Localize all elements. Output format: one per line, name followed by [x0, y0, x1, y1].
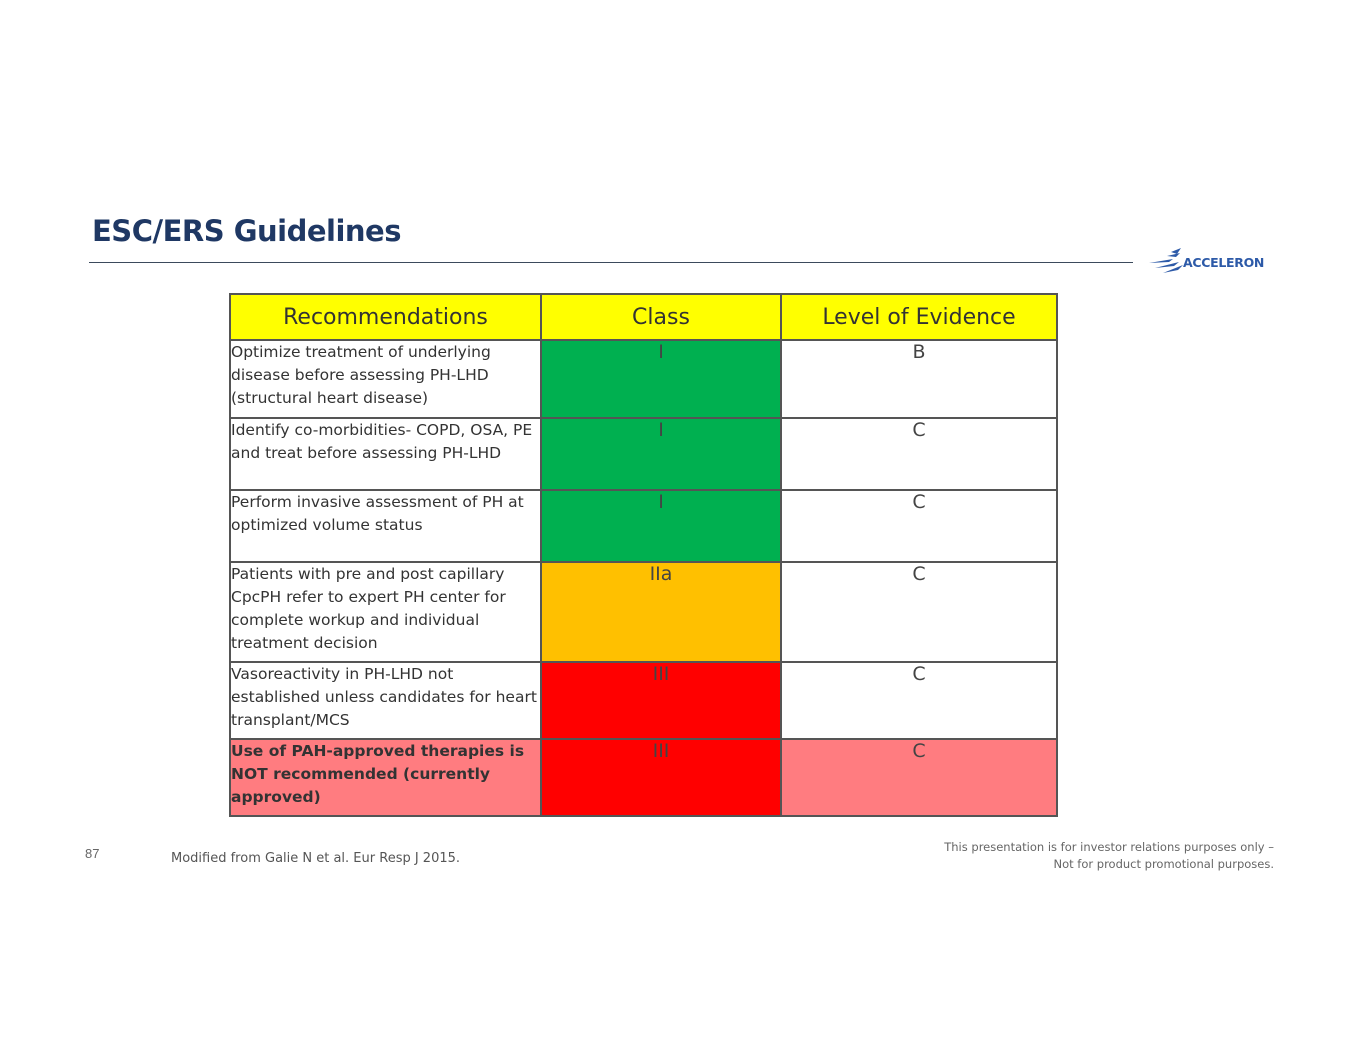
level-cell: C: [781, 739, 1057, 816]
table-row: [230, 662, 1057, 739]
table-row: [230, 418, 1057, 490]
class-cell: III: [541, 739, 781, 816]
guidelines-table: [229, 293, 1058, 817]
level-cell: C: [781, 418, 1057, 490]
title-divider: [89, 262, 1133, 263]
header-level-of-evidence: Level of Evidence: [781, 294, 1057, 340]
recommendation-cell: Perform invasive assessment of PH at optimized volume status: [230, 490, 541, 562]
header-class: Class: [541, 294, 781, 340]
logo-wordmark: ACCELERON: [1183, 254, 1265, 270]
level-cell: B: [781, 340, 1057, 418]
table-row: [230, 340, 1057, 418]
class-cell: I: [541, 490, 781, 562]
level-cell: C: [781, 490, 1057, 562]
class-cell: III: [541, 662, 781, 739]
recommendation-cell: Optimize treatment of underlying disease before assessing PH-LHD (structural heart disease): [230, 340, 541, 418]
class-cell: I: [541, 340, 781, 418]
table-row: [230, 490, 1057, 562]
slide-title: ESC/ERS Guidelines: [92, 214, 401, 248]
table-header-row: [230, 294, 1057, 340]
disclaimer-line-1: This presentation is for investor relations purposes only –: [944, 840, 1274, 854]
class-cell: IIa: [541, 562, 781, 662]
recommendation-cell: Identify co-morbidities- COPD, OSA, PE and treat before assessing PH-LHD: [230, 418, 541, 490]
recommendation-cell: Use of PAH-approved therapies is NOT recommended (currently approved): [230, 739, 541, 816]
table-row: [230, 562, 1057, 662]
company-logo: [1147, 246, 1287, 278]
table-row-highlighted: [230, 739, 1057, 816]
recommendation-cell: Vasoreactivity in PH-LHD not established unless candidates for heart transplant/MCS: [230, 662, 541, 739]
class-cell: I: [541, 418, 781, 490]
source-citation: Modified from Galie N et al. Eur Resp J 2015.: [171, 851, 461, 866]
recommendation-cell: Patients with pre and post capillary CpcPH refer to expert PH center for complete workup and individual treatment decision: [230, 562, 541, 662]
disclaimer: [944, 839, 1274, 873]
disclaimer-line-2: Not for product promotional purposes.: [1053, 857, 1274, 871]
level-cell: C: [781, 662, 1057, 739]
page-number: 87: [85, 846, 100, 861]
header-recommendations: Recommendations: [230, 294, 541, 340]
acceleron-swoosh-logo-icon: [1147, 246, 1187, 278]
level-cell: C: [781, 562, 1057, 662]
